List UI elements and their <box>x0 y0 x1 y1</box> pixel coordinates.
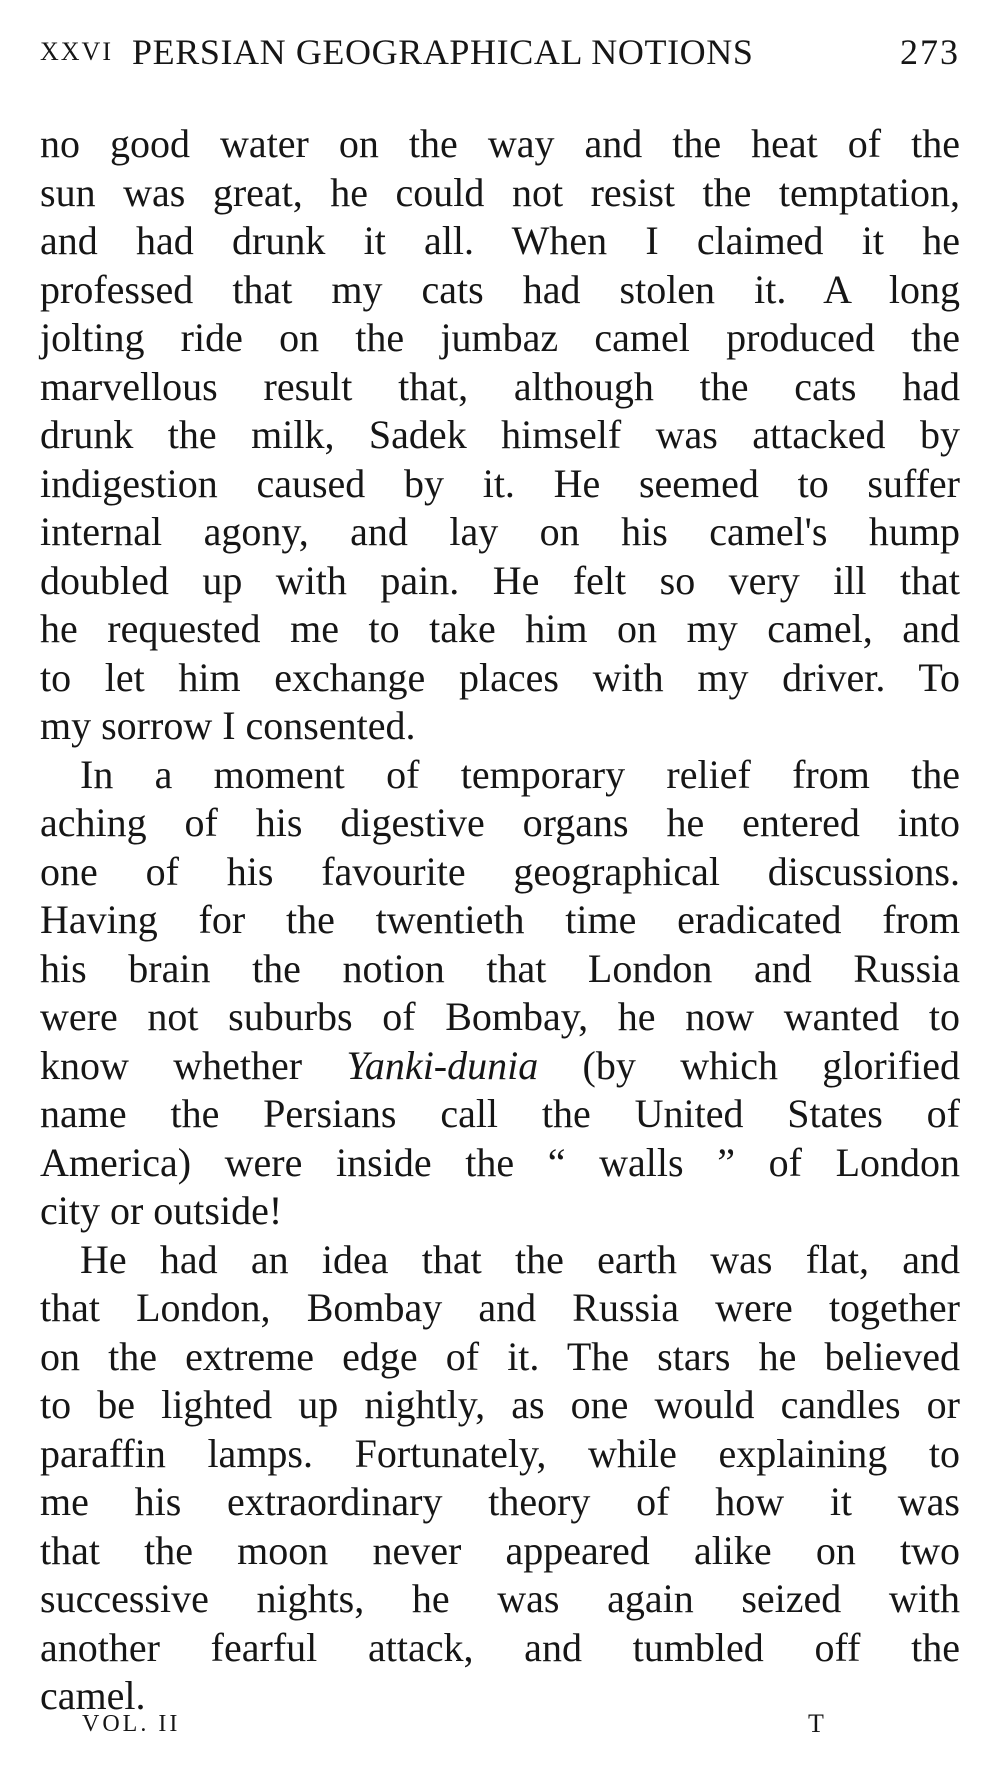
text-line: indigestion caused by it. He seemed to suffer <box>40 460 960 506</box>
volume-signature: VOL. II <box>82 1711 181 1737</box>
text-line: America) were inside the “ walls ” of London <box>40 1139 960 1185</box>
text-line: name the Persians call the United States of <box>40 1091 960 1136</box>
italic-term: Yanki-dunia <box>346 1042 539 1088</box>
text-line <box>40 1042 960 1091</box>
text-line: doubled up with pain. He felt so very ill that <box>40 557 960 603</box>
running-head <box>40 28 960 76</box>
book-page <box>40 0 960 1781</box>
text-line: another fearful attack, and tumbled off the <box>40 1624 960 1670</box>
body-text <box>40 120 960 1721</box>
text-line: sun was great, he could not resist the temptation, <box>40 169 960 215</box>
text-line: professed that my cats had stolen it. A long <box>40 266 960 312</box>
page-number: 273 <box>900 32 960 72</box>
text-line: In a moment of temporary relief from the <box>80 751 960 797</box>
text-line: marvellous result that, although the cats had <box>40 363 960 409</box>
paragraph-1 <box>40 120 960 751</box>
text-line: that London, Bombay and Russia were together <box>40 1285 960 1330</box>
text-line: my sorrow I consented. <box>40 703 416 748</box>
text-line: Having for the twentieth time eradicated from <box>40 897 960 942</box>
paragraph-2 <box>40 751 960 1236</box>
paragraph-3 <box>40 1236 960 1721</box>
text-line: his brain the notion that London and Russia <box>40 945 960 991</box>
text-line: aching of his digestive organs he entered into <box>40 800 960 845</box>
text-line: to let him exchange places with my driver. To <box>40 654 960 700</box>
text-line: no good water on the way and the heat of the <box>40 121 960 166</box>
text-line: on the extreme edge of it. The stars he believed <box>40 1333 960 1379</box>
page-footer <box>40 1708 960 1740</box>
text-line: me his extraordinary theory of how it was <box>40 1479 960 1524</box>
text-line: one of his favourite geographical discussions. <box>40 848 960 894</box>
text-line: internal agony, and lay on his camel's hump <box>40 509 960 554</box>
text-line: and had drunk it all. When I claimed it he <box>40 218 960 263</box>
text-line: city or outside! <box>40 1188 283 1233</box>
text-line: He had an idea that the earth was flat, and <box>80 1236 960 1282</box>
chapter-number: XXVI <box>40 37 113 66</box>
text-line: camel. <box>40 1673 146 1718</box>
text-line: to be lighted up nightly, as one would candles or <box>40 1382 960 1427</box>
text-line: successive nights, he was again seized with <box>40 1576 960 1621</box>
running-title: PERSIAN GEOGRAPHICAL NOTIONS <box>132 32 754 72</box>
text-line: drunk the milk, Sadek himself was attacked by <box>40 412 960 457</box>
text-fragment: (by which glorified <box>538 1042 960 1088</box>
text-line: paraffin lamps. Fortunately, while explaining to <box>40 1430 960 1476</box>
text-line: he requested me to take him on my camel, and <box>40 606 960 651</box>
text-line: jolting ride on the jumbaz camel produced the <box>40 315 960 360</box>
text-line: were not suburbs of Bombay, he now wanted to <box>40 994 960 1039</box>
text-fragment: know whether <box>40 1042 347 1088</box>
text-line: that the moon never appeared alike on two <box>40 1527 960 1573</box>
signature-mark: T <box>808 1709 827 1738</box>
